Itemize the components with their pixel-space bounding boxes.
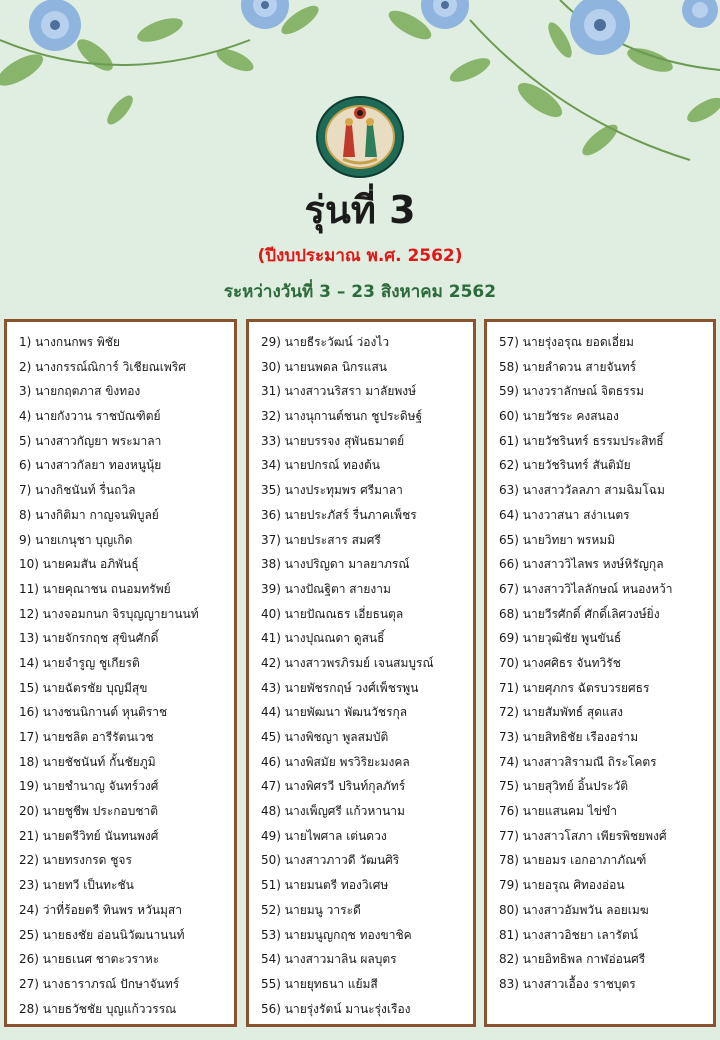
list-item: 57) นายรุ่งอรุณ ยอดเอี่ยม (499, 335, 634, 349)
list-item: 59) นางวราลักษณ์ จิตธรรม (499, 384, 644, 399)
list-item: 19) นายชำนาญ จันทร์วงศ์ (19, 779, 159, 794)
list-item: 10) นายคมสัน อภิพันธุ์ (19, 557, 139, 572)
list-item: 20) นายชูชีพ ประกอบชาติ (19, 804, 159, 819)
list-item: 68) นายวีรศักดิ์ ศักดิ์เลิศวงษ์ยิ่ง (499, 606, 660, 621)
date-range: ระหว่างวันที่ 3 – 23 สิงหาคม 2562 (223, 282, 497, 302)
list-item: 42) นางสาวพรภิรมย์ เจนสมบูรณ์ (261, 655, 434, 670)
list-item: 8) นางกิติมา กาญจนพิบูลย์ (19, 507, 159, 522)
fiscal-year-subtitle: (ปีงบประมาณ พ.ศ. 2562) (257, 246, 463, 266)
list-item: 67) นางสาววิไลลักษณ์ หนองหว้า (499, 581, 673, 596)
list-item: 76) นายแสนคม ไข่ขำ (499, 804, 617, 819)
list-item: 48) นางเพ็ญศรี แก้วหานาม (261, 804, 405, 819)
list-item: 4) นายกังวาน ราชบัณฑิตย์ (19, 409, 161, 424)
list-item: 11) นายคุณาชน ถนอมทรัพย์ (19, 581, 171, 596)
list-item: 30) นายนพดล นิกรแสน (261, 359, 387, 374)
list-item: 54) นางสาวมาลิน ผลบุตร (261, 952, 397, 967)
list-item: 60) นายวัชระ คงสนอง (499, 409, 619, 424)
page-title: รุ่นที่ 3 (304, 188, 416, 232)
list-item: 62) นายวัชรินทร์ สันติมัย (499, 458, 631, 473)
list-item: 21) นายตรีวิทย์ นันทนพงศ์ (19, 828, 159, 843)
list-item: 83) นางสาวเอื้อง ราชบุตร (499, 976, 636, 991)
list-item: 55) นายยุทธนา แย้มสี (261, 976, 378, 991)
list-item: 24) ว่าที่ร้อยตรี ทินพร หวันมุสา (19, 902, 182, 917)
list-item: 78) นายอมร เอกอาภาภัณฑ์ (499, 853, 647, 868)
list-item: 73) นายสิทธิชัย เรืองอร่าม (499, 730, 639, 744)
list-item: 16) นางชนนิกานต์ หุนติราช (19, 705, 168, 720)
list-item: 38) นางปริญดา มาลยาภรณ์ (261, 557, 410, 572)
list-item: 18) นายชัชนันท์ กั้นชัยภูมิ (19, 754, 156, 769)
list-item: 37) นายประสาร สมศรี (261, 532, 381, 547)
list-item: 39) นางปัณฐิตา สายงาม (261, 581, 391, 596)
list-item: 43) นายพัชรกฤษ์ วงศ์เพ็ชรพูน (261, 680, 419, 695)
list-item: 63) นางสาววัลลภา สามฉิมโฉม (499, 483, 665, 498)
name-list (487, 322, 713, 997)
list-item: 5) นางสาวกัญยา พระมาลา (19, 433, 162, 448)
list-item: 27) นางธาราภรณ์ ปักษาจันทร์ (19, 976, 180, 991)
list-item: 44) นายพัฒนา พัฒนวัชรกุล (261, 705, 408, 720)
list-item: 66) นางสาววิไลพร หงษ์หิรัญกุล (499, 557, 664, 572)
list-item: 45) นางพิชญา พูลสมบัติ (261, 730, 389, 744)
list-item: 52) นายมนู วาระดี (261, 902, 361, 917)
list-item: 47) นางพิศรวี ปรินท์กุลภัทร์ (261, 779, 406, 794)
list-item: 2) นางกรรณ์ณิการ์ วิเชียณเพริศ (19, 359, 186, 374)
list-item: 23) นายทวี เป็นทะชัน (19, 878, 134, 893)
list-item: 64) นางวาสนา สง่าเนตร (499, 507, 630, 522)
list-item: 29) นายธีระวัฒน์ ว่องไว (261, 335, 390, 349)
list-item: 46) นางพิสมัย พรวิริยะมงคล (261, 754, 410, 769)
list-item: 74) นางสาวสิรามณี ถิระโคตร (499, 754, 657, 769)
list-item: 80) นางสาวอัมพวัน ลอยเมฆ (499, 902, 649, 917)
list-item: 34) นายปกรณ์ ทองต้น (261, 458, 380, 473)
list-item: 61) นายวัชรินทร์ ธรรมประสิทธิ์ (499, 433, 664, 448)
list-item: 40) นายปัณณธร เอี่ยธนตุล (261, 606, 404, 621)
list-item: 53) นายมนูญกฤช ทองขาชิค (261, 927, 412, 942)
list-item: 56) นายรุ่งรัตน์ มานะรุ่งเรือง (261, 1001, 411, 1016)
list-item: 12) นางจอมกนก จิรบุญญายานนท์ (19, 606, 199, 621)
list-item: 72) นายสัมพัทธ์ สุดแสง (499, 705, 623, 720)
list-item: 31) นางสาวนริสรา มาลัยพงษ์ (261, 384, 417, 399)
list-item: 17) นายชลิต อารีรัตนเวช (19, 730, 154, 744)
list-item: 75) นายสุวิทย์ อิ้นประวัติ (499, 779, 629, 794)
list-item: 65) นายวิทยา พรหมมิ (499, 532, 616, 547)
list-item: 71) นายศุภกร ฉัตรบวรยศธร (499, 680, 650, 695)
list-item: 69) นายวุฒิชัย พูนขันธ์ (499, 631, 622, 646)
list-item: 81) นางสาวอิชยา เลารัตน์ (499, 927, 638, 942)
list-item: 25) นายธงชัย อ่อนนิวัฒนานนท์ (19, 927, 185, 942)
name-list-column-2 (246, 319, 476, 1027)
list-item: 33) นายบรรจง สุพันธมาตย์ (261, 433, 405, 448)
list-item: 32) นางนุกานต์ชนก ชูประดิษฐ์ (261, 409, 423, 424)
list-item: 22) นายทรงกรด ชูจร (19, 853, 132, 868)
list-item: 41) นางปุณณดา ดูสนธิ์ (261, 631, 385, 646)
list-item: 26) นายธเนศ ชาตะวราหะ (19, 952, 160, 967)
list-item: 1) นางกนกพร พิชัย (19, 335, 120, 349)
list-item: 77) นางสาวโสภา เพียรพิชยพงศ์ (499, 828, 667, 843)
list-item: 13) นายจักรกฤช สุขินศักดิ์ (19, 631, 159, 646)
emblem-seal (315, 95, 405, 179)
list-item: 14) นายจำรูญ ชูเกียรติ (19, 655, 140, 670)
name-list (249, 322, 473, 1021)
list-item: 70) นางศศิธร จันทวิรัช (499, 655, 621, 670)
name-list (7, 322, 234, 1021)
name-list-column-1 (4, 319, 237, 1027)
list-item: 82) นายอิทธิพล กาฬอ่อนศรี (499, 952, 646, 967)
list-item: 79) นายอรุณ ศิทองอ่อน (499, 878, 625, 893)
list-item: 28) นายธวัชชัย บุญแก้ววรรณ (19, 1001, 177, 1016)
list-item: 49) นายไพศาล เต่นดวง (261, 828, 387, 843)
list-item: 35) นางประทุมพร ศรีมาลา (261, 483, 403, 498)
list-item: 36) นายประภัสร์ รื่นภาคเพ็ชร (261, 507, 417, 522)
list-item: 3) นายกฤตภาส ขิงทอง (19, 384, 141, 399)
list-item: 58) นายลำดวน สายจันทร์ (499, 359, 637, 374)
list-item: 15) นายฉัตรชัย บุญมีสุข (19, 680, 148, 695)
list-item: 50) นางสาวภาวดี วัฒนศิริ (261, 853, 400, 868)
name-list-column-3 (484, 319, 716, 1027)
list-item: 9) นายเกนุชา บุญเกิด (19, 532, 133, 547)
list-item: 7) นางกิชนันท์ รื่นถวิล (19, 483, 136, 498)
list-item: 6) นางสาวกัลยา ทองหนูนุ้ย (19, 458, 162, 473)
list-item: 51) นายมนตรี ทองวิเศษ (261, 878, 389, 893)
